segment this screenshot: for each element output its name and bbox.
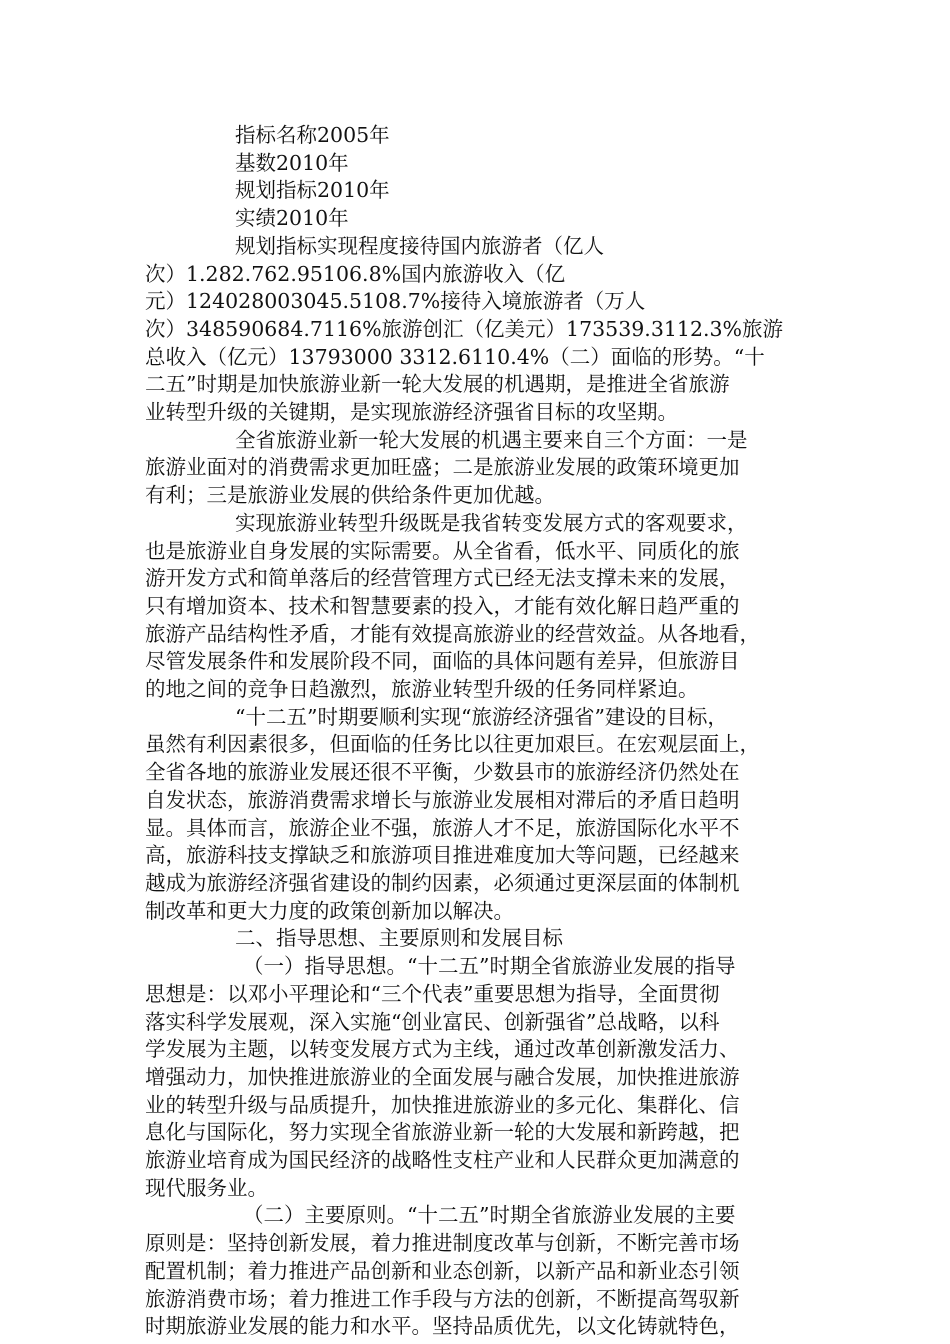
text-line: 全省旅游业新一轮大发展的机遇主要来自三个方面：一是 <box>235 427 748 452</box>
text-line: 越成为旅游经济强省建设的制约因素，必须通过更深层面的体制机 <box>145 870 740 895</box>
text-line: 总收入（亿元）13793000 3312.6110.4%（二）面临的形势。“十 <box>145 344 765 369</box>
text-line: 基数2010年 <box>235 150 349 175</box>
text-line: 高，旅游科技支撑缺乏和旅游项目推进难度加大等问题，已经越来 <box>145 843 740 868</box>
text-line: 落实科学发展观，深入实施“创业富民、创新强省”总战略，以科 <box>145 1009 720 1034</box>
text-line: 增强动力，加快推进旅游业的全面发展与融合发展，加快推进旅游 <box>145 1064 740 1089</box>
text-line: 也是旅游业自身发展的实际需要。从全省看，低水平、同质化的旅 <box>145 538 740 563</box>
text-line: 次）348590684.7116%旅游创汇（亿美元）173539.3112.3%旅游 <box>145 316 784 341</box>
text-line: 现代服务业。 <box>145 1175 268 1200</box>
text-line: 实绩2010年 <box>235 206 349 231</box>
text-line: （二）主要原则。“十二五”时期全省旅游业发展的主要 <box>243 1203 736 1228</box>
text-line: 虽然有利因素很多，但面临的任务比以往更加艰巨。在宏观层面上， <box>145 732 760 757</box>
text-line: 旅游产品结构性矛盾，才能有效提高旅游业的经营效益。从各地看， <box>145 621 760 646</box>
text-line: 息化与国际化，努力实现全省旅游业新一轮的大发展和新跨越，把 <box>145 1120 740 1145</box>
text-line: 思想是：以邓小平理论和“三个代表”重要思想为指导，全面贯彻 <box>145 981 720 1006</box>
text-line: 原则是：坚持创新发展，着力推进制度改革与创新，不断完善市场 <box>145 1231 740 1256</box>
text-line: 游开发方式和简单落后的经营管理方式已经无法支撑未来的发展， <box>145 566 740 591</box>
document-body <box>145 122 813 1341</box>
text-line: 业的转型升级与品质提升，加快推进旅游业的多元化、集群化、信 <box>145 1092 740 1117</box>
text-line: 旅游业面对的消费需求更加旺盛；二是旅游业发展的政策环境更加 <box>145 455 740 480</box>
text-line: “十二五”时期要顺利实现“旅游经济强省”建设的目标， <box>235 704 728 729</box>
text-line: 配置机制；着力推进产品创新和业态创新，以新产品和新业态引领 <box>145 1258 740 1283</box>
text-line: 只有增加资本、技术和智慧要素的投入，才能有效化解日趋严重的 <box>145 593 740 618</box>
text-line: 次）1.282.762.95106.8%国内旅游收入（亿 <box>145 261 566 286</box>
text-line: 指标名称2005年 <box>235 123 390 147</box>
text-line: 规划指标2010年 <box>235 178 390 203</box>
text-line: 二五”时期是加快旅游业新一轮大发展的机遇期，是推进全省旅游 <box>145 372 730 397</box>
text-line: 规划指标实现程度接待国内旅游者（亿人 <box>235 233 604 258</box>
text-line: 业转型升级的关键期，是实现旅游经济强省目标的攻坚期。 <box>145 400 678 425</box>
text-line: 旅游消费市场；着力推进工作手段与方法的创新，不断提高驾驭新 <box>145 1286 740 1311</box>
text-line: 自发状态，旅游消费需求增长与旅游业发展相对滞后的矛盾日趋明 <box>145 787 740 812</box>
text-line: 二、指导思想、主要原则和发展目标 <box>235 926 563 951</box>
text-line: 显。具体而言，旅游企业不强，旅游人才不足，旅游国际化水平不 <box>145 815 740 840</box>
text-line: 旅游业培育成为国民经济的战略性支柱产业和人民群众更加满意的 <box>145 1148 740 1173</box>
text-line: 元）124028003045.5108.7%接待入境旅游者（万人 <box>145 289 646 314</box>
text-line: 有利；三是旅游业发展的供给条件更加优越。 <box>145 483 555 508</box>
text-line: 时期旅游业发展的能力和水平。坚持品质优先，以文化铸就特色， <box>145 1314 740 1339</box>
text-line: 实现旅游业转型升级既是我省转变发展方式的客观要求， <box>235 510 748 535</box>
text-line: 的地之间的竞争日趋激烈，旅游业转型升级的任务同样紧迫。 <box>145 677 699 702</box>
text-line: 尽管发展条件和发展阶段不同，面临的具体问题有差异，但旅游目 <box>145 649 740 674</box>
text-line: 学发展为主题，以转变发展方式为主线，通过改革创新激发活力、 <box>145 1037 740 1062</box>
text-line: 制改革和更大力度的政策创新加以解决。 <box>145 898 514 923</box>
text-line: 全省各地的旅游业发展还很不平衡，少数县市的旅游经济仍然处在 <box>145 760 740 785</box>
text-line: （一）指导思想。“十二五”时期全省旅游业发展的指导 <box>243 954 736 979</box>
